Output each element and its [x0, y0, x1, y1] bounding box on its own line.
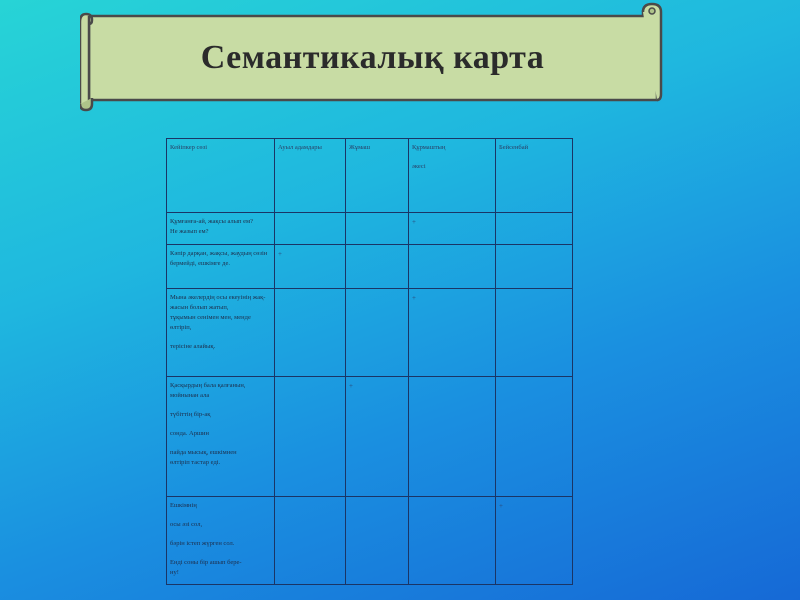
cell-text-line: Кейіпкер сөзі	[170, 144, 208, 151]
mark-cell	[496, 213, 573, 245]
cell-text-line: Мына әкелердің осы екеуінің жақ-	[170, 294, 266, 301]
cell-text-line: Құрмаштың	[412, 144, 446, 151]
mark-cell	[346, 289, 409, 377]
quote-cell	[167, 497, 275, 585]
cell-text-line: бермейді, ешкімге де.	[170, 260, 230, 268]
cell-text-line	[170, 439, 271, 448]
cell-text-line: Не жазып ем?	[170, 228, 209, 236]
mark-cell	[275, 245, 346, 289]
cell-text-line: түбіттің бір-ақ	[170, 411, 211, 419]
cell-text-line	[170, 549, 271, 558]
cell-text-line: Бейсенбай	[499, 144, 529, 151]
table-body	[167, 213, 573, 585]
cell-text-line	[412, 153, 492, 162]
cell-text-line: жасын болып жатып,	[170, 304, 229, 312]
cell-text-line	[170, 401, 271, 410]
quote-cell	[167, 289, 275, 377]
cell-text-line: Ешкімнің	[170, 502, 197, 509]
cell-text-line: Кәпір дарқан, жақсы, жаудың сөзін	[170, 250, 268, 257]
cell-text-line: мойнынан ала	[170, 392, 210, 400]
cell-text-line	[170, 511, 271, 520]
cell-text-line: пайда мысық, ешкімнен	[170, 449, 237, 457]
cell-text-line: тұқымын сенімен мен, менде	[170, 314, 251, 322]
plus-mark: +	[349, 382, 353, 390]
mark-cell	[409, 289, 496, 377]
cell-text-line: Қасқырдың бала қалғанын,	[170, 382, 246, 389]
cell-text-line: терісіне алайық.	[170, 343, 216, 351]
cell-text-line: өлтіріп,	[170, 324, 192, 332]
table-row	[167, 289, 573, 377]
mark-cell	[409, 497, 496, 585]
cell-text-line: ну!	[170, 569, 179, 577]
column-header-1	[167, 139, 275, 213]
title-banner	[80, 2, 665, 112]
cell-text-line: Құмғанға-ай, жақсы алып ем?	[170, 218, 254, 225]
plus-mark: +	[278, 250, 282, 258]
table-row	[167, 213, 573, 245]
plus-mark: +	[499, 502, 503, 510]
mark-cell	[496, 497, 573, 585]
mark-cell	[496, 289, 573, 377]
mark-cell	[409, 377, 496, 497]
cell-text-line: бәрін істеп жүрген сол.	[170, 540, 235, 548]
column-header-4	[409, 139, 496, 213]
column-header-5	[496, 139, 573, 213]
mark-cell	[496, 377, 573, 497]
mark-cell	[275, 497, 346, 585]
column-header-3	[346, 139, 409, 213]
cell-text-line: сонда. Аршин	[170, 430, 209, 438]
cell-text-line: әкесі	[412, 163, 426, 171]
mark-cell	[275, 289, 346, 377]
page-title: Семантикалық карта	[200, 39, 545, 76]
mark-cell	[346, 497, 409, 585]
mark-cell	[346, 245, 409, 289]
cell-text-line	[170, 530, 271, 539]
table-row	[167, 245, 573, 289]
quote-cell	[167, 377, 275, 497]
cell-text-line: Ауыл адамдары	[278, 144, 322, 151]
cell-text-line: өлтіріп тастар еді.	[170, 459, 221, 467]
quote-cell	[167, 213, 275, 245]
mark-cell	[409, 245, 496, 289]
cell-text-line: Жұмаш	[349, 144, 371, 151]
table-row	[167, 377, 573, 497]
semantic-map-table	[166, 138, 573, 585]
cell-text-line	[170, 333, 271, 342]
cell-text-line: осы әзі сол,	[170, 521, 203, 529]
quote-cell	[167, 245, 275, 289]
column-header-2	[275, 139, 346, 213]
mark-cell	[275, 213, 346, 245]
mark-cell	[409, 213, 496, 245]
mark-cell	[275, 377, 346, 497]
cell-text-line	[170, 420, 271, 429]
mark-cell	[346, 377, 409, 497]
table-row	[167, 497, 573, 585]
table-header-row	[167, 139, 573, 213]
cell-text-line: Енді соны бір ашып бере-	[170, 559, 242, 567]
mark-cell	[496, 245, 573, 289]
plus-mark: +	[412, 218, 416, 226]
plus-mark: +	[412, 294, 416, 302]
mark-cell	[346, 213, 409, 245]
